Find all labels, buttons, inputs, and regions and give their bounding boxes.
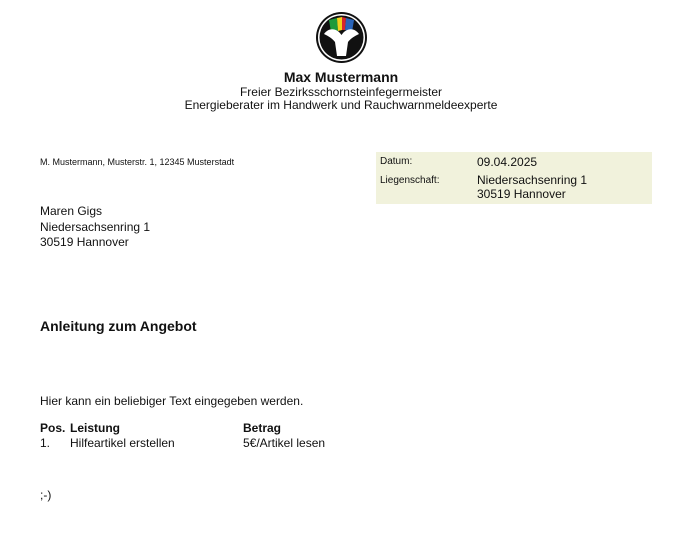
header-service: Leistung [70, 421, 120, 435]
recipient-name: Maren Gigs [40, 204, 103, 218]
sender-address-line: M. Mustermann, Musterstr. 1, 12345 Musterstadt [40, 157, 235, 167]
row-amount: 5€/Artikel lesen [243, 436, 326, 450]
recipient-street: Niedersachsenring 1 [40, 219, 151, 234]
letterhead-title: Freier Bezirksschornsteinfegermeister [239, 85, 443, 99]
property-street: Niedersachsenring 1 [477, 173, 588, 187]
chimney-sweep-guild-logo-icon [315, 11, 368, 64]
header-pos: Pos. [40, 421, 66, 435]
date-label: Datum: [380, 156, 413, 167]
recipient-address [40, 204, 150, 251]
subject-heading: Anleitung zum Angebot [40, 318, 197, 334]
header-amount: Betrag [243, 421, 282, 435]
letterhead-subtitle: Energieberater im Handwerk und Rauchwarnmeldeexperte [184, 98, 498, 112]
info-box [376, 152, 652, 204]
date-value: 09.04.2025 [477, 155, 538, 169]
letterhead-name: Max Mustermann [283, 69, 399, 85]
row-service: Hilfeartikel erstellen [70, 436, 175, 450]
recipient-city: 30519 Hannover [40, 235, 129, 249]
property-value [477, 173, 587, 201]
body-text: Hier kann ein beliebiger Text eingegeben werden. [40, 394, 304, 408]
property-label: Liegenschaft: [380, 175, 440, 186]
row-pos: 1. [40, 436, 51, 450]
property-city: 30519 Hannover [477, 187, 566, 201]
closing-text: ;-) [40, 488, 52, 502]
